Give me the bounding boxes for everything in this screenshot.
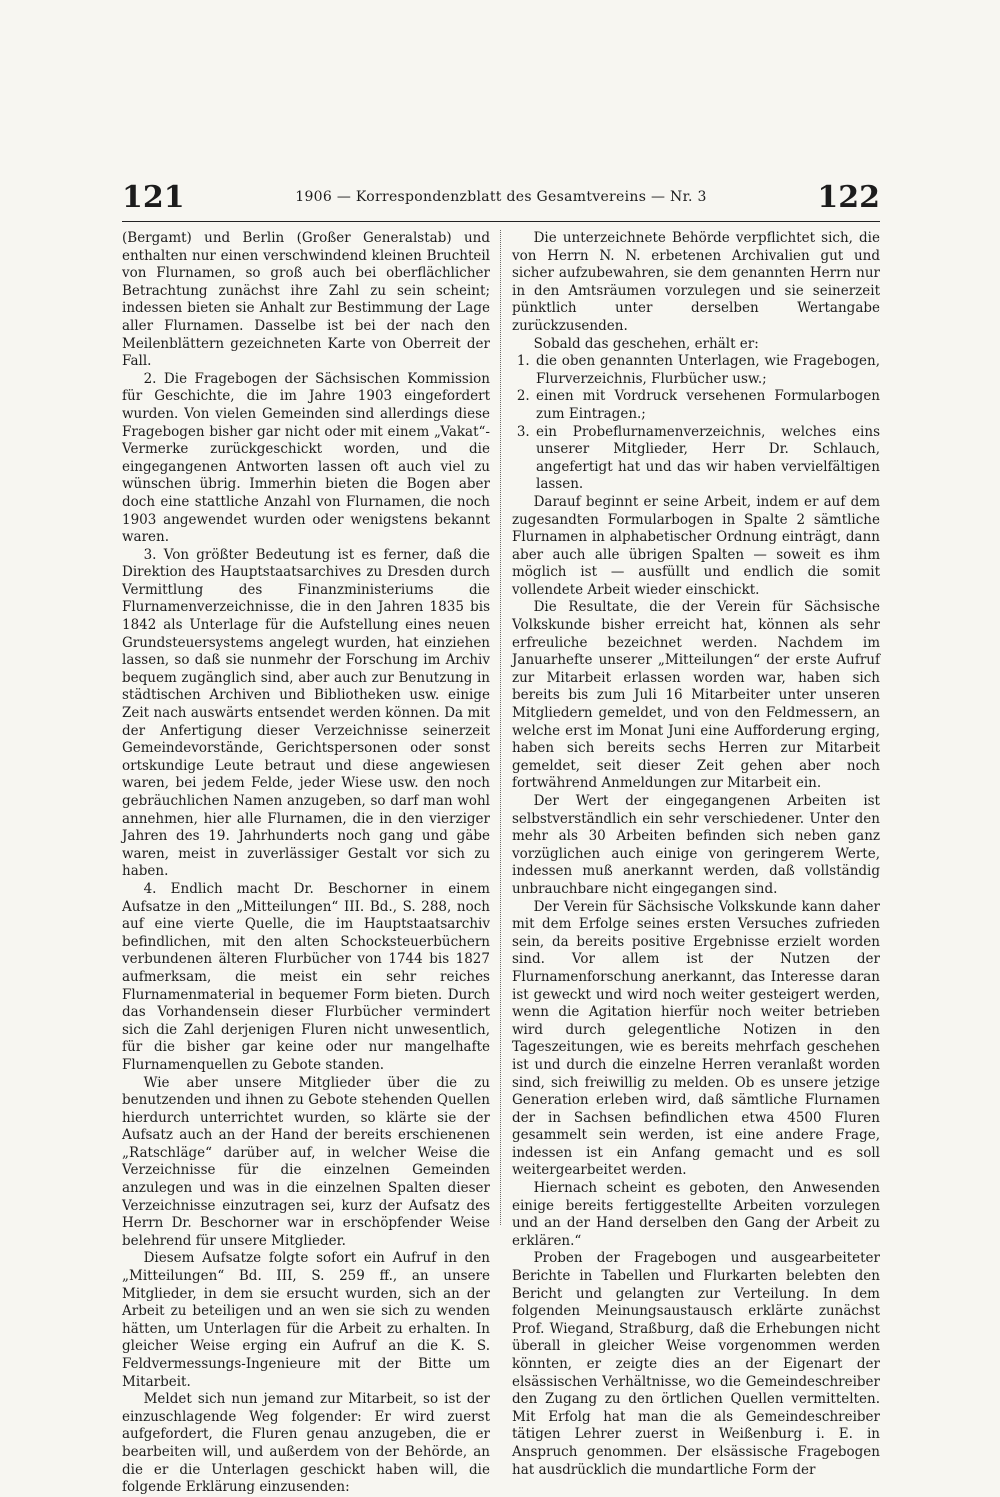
list-item: 2. einen mit Vordruck versehenen Formularbogen zum Eintragen.; (534, 388, 880, 423)
header-rule (122, 221, 880, 222)
paragraph: Diesem Aufsatze folgte sofort ein Aufruf in den „Mitteilungen“ Bd. III, S. 259 ff., an unsere Mitglieder, in dem sie ersucht wurden, sich an der Arbeit zu beteiligen und an wen sie sich zu wenden hätten, um Unterlagen für die Arbeit zu erhalten. In gleicher Weise erging ein Aufruf an die K. S. Feldvermessungs-Ingenieure mit der Bitte um Mitarbeit. (122, 1250, 490, 1390)
paragraph: Hiernach scheint es geboten, den Anwesenden einige bereits fertiggestellte Arbeiten vorzulegen und an der Hand derselben den Gang der Arbeit zu erklären.“ (512, 1180, 880, 1249)
paragraph: 2. Die Fragebogen der Sächsischen Kommission für Geschichte, die im Jahre 1903 eingefordert wurden. Von vielen Gemeinden sind allerdings diese Fragebogen bisher gar nicht oder mit einem „Vakat“-Vermerke zurückgeschickt worden, und die eingegangenen Antworten lassen oft auch viel zu wünschen übrig. Immerhin bieten die Bogen aber doch eine stattliche Anzahl von Flurnamen, die noch 1903 angewendet wurden oder wenigstens bekannt waren. (122, 370, 490, 546)
paragraph: Wie aber unsere Mitglieder über die zu benutzenden und ihnen zu Gebote stehenden Quellen hierdurch unterrichtet wurden, so klärte sie der Aufsatz auch an der Hand der bereits erschienenen „Ratschläge“ darüber auf, in welcher Weise die Verzeichnisse für die einzelnen Gemeinden anzulegen und was in die einzelnen Spalten dieser Verzeichnisse einzutragen sei, kurz der Aufsatz des Herrn Dr. Beschorner war in erschöpfender Weise belehrend für unsere Mitglieder. (122, 1074, 490, 1249)
paragraph: Der Verein für Sächsische Volkskunde kann daher mit dem Erfolge seines ersten Versuches zufrieden sein, da bereits positive Ergebnisse erzielt worden sind. Vor allem ist der Nutzen der Flurnamenforschung anerkannt, das Interesse daran ist geweckt und wird noch weiter gesteigert werden, wenn die Agitation hierfür noch weiter betrieben wird durch gelegentliche Notizen in den Tageszeitungen, wie es bereits mehrfach geschehen ist und durch die einzelne Herren veranlaßt worden sind, sich freiwillig zu melden. Ob es unsere jetzige Generation erleben wird, daß sämtliche Flurnamen der in Sachsen befindlichen etwa 4500 Fluren gesammelt sein werden, ist eine andere Frage, indessen ist ein Anfang gemacht und es soll weitergearbeitet werden. (512, 898, 880, 1179)
paragraph: (Bergamt) und Berlin (Großer Generalstab) und enthalten nur einen verschwindend kleinen Bruchteil von Flurnamen, so groß auch bei oberflächlicher Betrachtung zunächst ihre Zahl zu sein scheint; indessen bieten sie Anhalt zur Bestimmung der Lage aller Flurnamen. Dasselbe ist bei der nach den Meilenblättern gezeichneten Karte von Oberreit der Fall. (122, 230, 490, 370)
list-item: 1. die oben genannten Unterlagen, wie Fragebogen, Flurverzeichnis, Flurbücher usw.; (534, 353, 880, 388)
page-number-right: 122 (817, 180, 880, 215)
running-title: 1906 — Korrespondenzblatt des Gesamtvereins — Nr. 3 (295, 189, 707, 205)
right-column (512, 230, 880, 1479)
list-item: 3. ein Probeflurnamenverzeichnis, welches eins unserer Mitglieder, Herr Dr. Schlauch, angefertigt hat und das wir haben vervielfältigen lassen. (534, 424, 880, 494)
numbered-list (512, 353, 880, 494)
column-divider (500, 230, 501, 1225)
paragraph: Proben der Fragebogen und ausgearbeiteter Berichte in Tabellen und Flurkarten belebten den Bericht und gelangten zur Verteilung. In dem folgenden Meinungsaustausch erklärte zunächst Prof. Wiegand, Straßburg, daß die Erhebungen nicht überall in gleicher Weise vorgenommen werden könnten, er zeigte dies an der Eigenart der elsässischen Verhältnisse, wo die Gemeindeschreiber den Zugang zu den örtlichen Quellen vermittelten. Mit Erfolg hat man die als Gemeindeschreiber tätigen Lehrer zuerst in Weißenburg i. E. in Anspruch genommen. Der elsässische Fragebogen hat ausdrücklich die mundartliche Form der (512, 1250, 880, 1478)
list-intro: Sobald das geschehen, erhält er: (533, 335, 759, 352)
paragraph: Darauf beginnt er seine Arbeit, indem er auf dem zugesandten Formularbogen in Spalte 2 sämtliche Flurnamen in alphabetischer Ordnung einträgt, dann aber auch alle übrigen Spalten — soweit es ihm möglich ist — ausfüllt und endlich die somit vollendete Arbeit wieder einschickt. (512, 493, 880, 598)
left-column (122, 230, 490, 1497)
paragraph: Die Resultate, die der Verein für Sächsische Volkskunde bisher erreicht hat, können als sehr erfreuliche bezeichnet werden. Nachdem im Januarhefte unserer „Mitteilungen“ der erste Aufruf zur Mitarbeit erlassen worden war, haben sich bereits bis zum Juli 16 Mitarbeiter unter unseren Mitgliedern gemeldet, und von den Feldmessern, an welche erst im Monat Juni eine Aufforderung erging, haben sich bereits sechs Herren zur Mitarbeit gemeldet, seit dieser Zeit gehen aber noch fortwährend Anmeldungen zur Mitarbeit ein. (512, 599, 880, 792)
paragraph: 3. Von größter Bedeutung ist es ferner, daß die Direktion des Hauptstaatsarchives zu Dresden durch Vermittlung des Finanzministeriums die Flurnamenverzeichnisse, die in den Jahren 1835 bis 1842 als Unterlage für die Aufstellung eines neuen Grundsteuersystems angelegt wurden, hat einziehen lassen, so daß sie nunmehr der Forschung im Archiv bequem zugänglich sind, aber auch zur Benutzung in städtischen Archiven und Bibliotheken usw. einige Zeit nach auswärts entsendet werden können. Da mit der Anfertigung dieser Verzeichnisse seinerzeit Gemeindevorstände, Gerichtspersonen oder sonst ortskundige Leute betraut und diese angewiesen waren, bei jedem Felde, jeder Wiese usw. den noch gebräuchlichen Namen anzugeben, so darf man wohl annehmen, hier alle Flurnamen, die in den vierziger Jahren des 19. Jahrhunderts noch gang und gäbe waren, meist in zuverlässiger Gestalt vor sich zu haben. (122, 546, 490, 880)
paragraph: 4. Endlich macht Dr. Beschorner in einem Aufsatze in den „Mitteilungen“ III. Bd., S. 288, noch auf eine vierte Quelle, die im Hauptstaatsarchiv befindlichen, mit den alten Schocksteuerbüchern verbundenen älteren Flurbücher von 1744 bis 1827 aufmerksam, die meist ein sehr reiches Flurnamenmaterial in bequemer Form bieten. Durch das Vorhandensein dieser Flurbücher vermindert sich die Zahl derjenigen Fluren nicht unwesentlich, für die bisher gar keine oder nur mangelhafte Flurnamenquellen zu Gebote standen. (122, 880, 490, 1073)
paragraph: Meldet sich nun jemand zur Mitarbeit, so ist der einzuschlagende Weg folgender: Er wird zuerst aufgefordert, die Fluren genau anzugeben, die er bearbeiten will, und außerdem von der Behörde, an die er die Unterlagen geschickt haben will, die folgende Erklärung einzusenden: (122, 1391, 490, 1496)
page-header (122, 180, 880, 214)
declaration-text: Die unterzeichnete Behörde verpflichtet sich, die von Herrn N. N. erbetenen Archivalien gut und sicher aufzubewahren, sie dem genannten Herrn nur in den Amtsräumen vorzulegen und sie seinerzeit pünktlich unter derselben Wertangabe zurückzusenden. (512, 230, 880, 334)
paragraph: Der Wert der eingegangenen Arbeiten ist selbstverständlich ein sehr verschiedener. Unter den mehr als 30 Arbeiten befinden sich neben ganz vorzüglichen auch einige von geringerem Werte, indessen muß anerkannt werden, daß vollständig unbrauchbare nicht eingegangen sind. (512, 793, 880, 897)
page-number-left: 121 (122, 180, 185, 215)
